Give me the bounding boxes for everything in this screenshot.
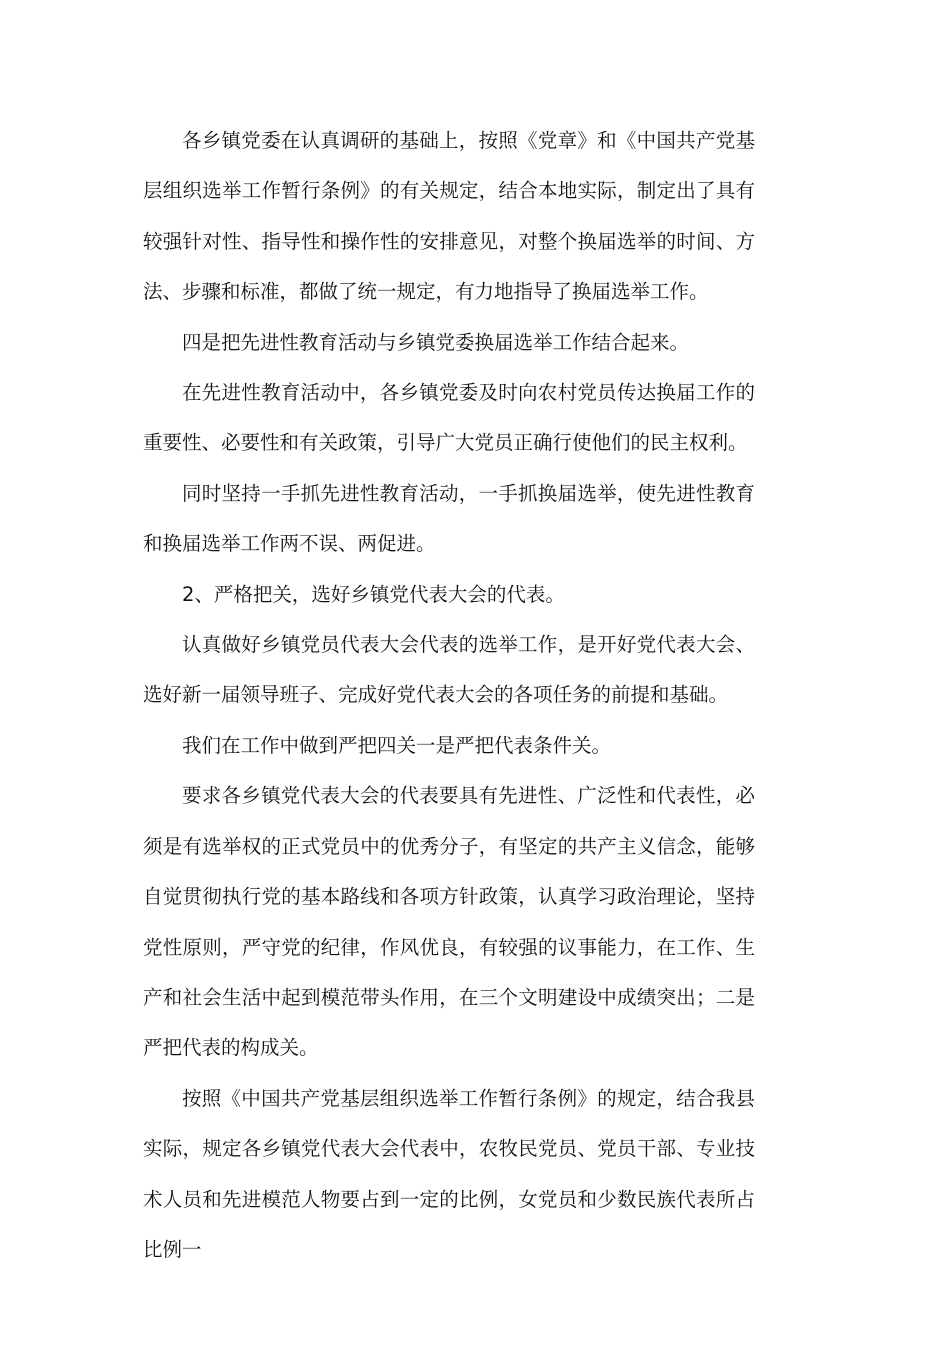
paragraph-1: 各乡镇党委在认真调研的基础上，按照《党章》和《中国共产党基层组织选举工作暂行条例》的有关规定，结合本地实际，制定出了具有较强针对性、指导性和操作性的安排意见，对整个换届选举的时间、方法、步骤和标准，都做了统一规定，有力地指导了换届选举工作。 bbox=[143, 129, 755, 304]
paragraph-2: 四是把先进性教育活动与乡镇党委换届选举工作结合起来。 bbox=[182, 330, 690, 354]
paragraph-5: 2、严格把关，选好乡镇党代表大会的代表。 bbox=[182, 582, 565, 606]
paragraph-3: 在先进性教育活动中，各乡镇党委及时向农村党员传达换届工作的重要性、必要性和有关政策，引导广大党员正确行使他们的民主权利。 bbox=[143, 381, 755, 455]
paragraph-9: 按照《中国共产党基层组织选举工作暂行条例》的规定，结合我县实际，规定各乡镇党代表大会代表中，农牧民党员、党员干部、专业技术人员和先进模范人物要占到一定的比例，女党员和少数民族代表所占比例一 bbox=[143, 1086, 755, 1261]
paragraph-8: 要求各乡镇党代表大会的代表要具有先进性、广泛性和代表性，必须是有选举权的正式党员中的优秀分子，有坚定的共产主义信念，能够自觉贯彻执行党的基本路线和各项方针政策，认真学习政治理论，坚持党性原则，严守党的纪律，作风优良，有较强的议事能力，在工作、生产和社会生活中起到模范带头作用，在三个文明建设中成绩突出；二是严把代表的构成关。 bbox=[143, 784, 755, 1060]
paragraph-6: 认真做好乡镇党员代表大会代表的选举工作，是开好党代表大会、选好新一届领导班子、完成好党代表大会的各项任务的前提和基础。 bbox=[143, 633, 755, 707]
document-body bbox=[143, 116, 755, 1275]
paragraph-4: 同时坚持一手抓先进性教育活动，一手抓换届选举，使先进性教育和换届选举工作两不误、两促进。 bbox=[143, 481, 755, 556]
paragraph-7: 我们在工作中做到严把四关一是严把代表条件关。 bbox=[182, 733, 612, 757]
